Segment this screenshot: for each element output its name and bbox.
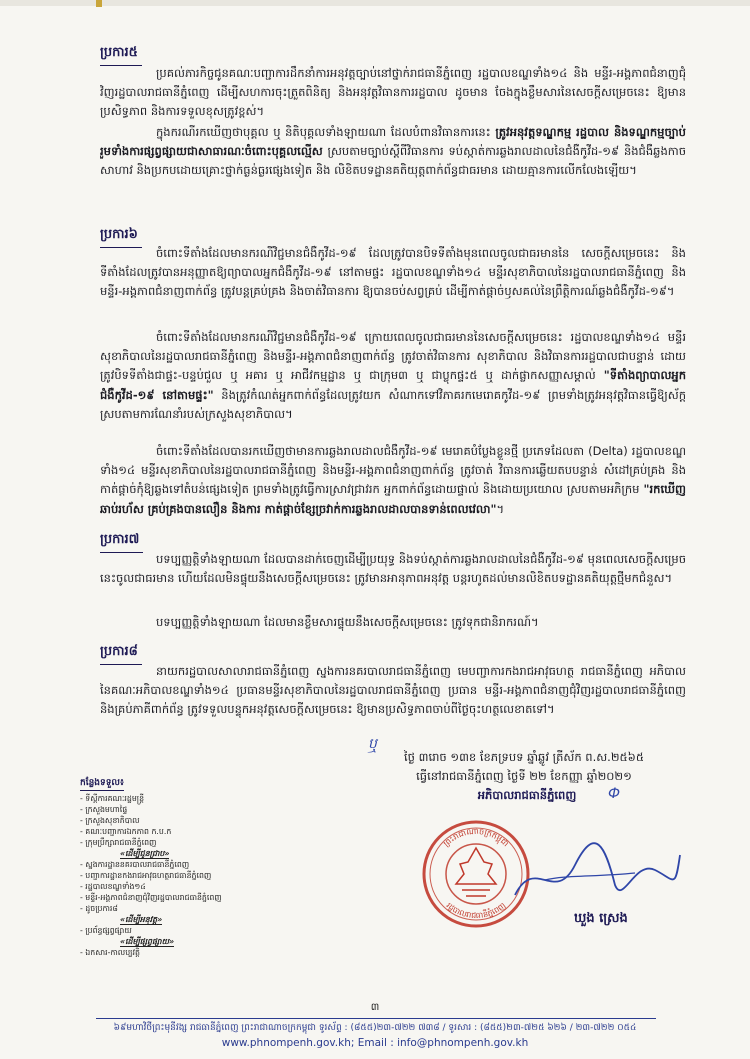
article-5-title: ប្រការ៥	[100, 44, 138, 63]
footer-contact	[40, 1037, 710, 1049]
article-6-title: ប្រការ៦	[100, 226, 138, 245]
distribution-item: - ក្រុមប្រឹក្សារាជធានីភ្នំពេញ	[80, 838, 157, 847]
distribution-item: - ស្នងការដ្ឋាននគរបាលរាជធានីភ្នំពេញ	[80, 860, 190, 869]
signer-name: ឃួង ស្រេង	[574, 911, 628, 926]
footer-address: ៦៩មហាវិថីព្រះមុនីវង្ស រាជធានីភ្នំពេញ ព្រះរាជាណាចក្រកម្ពុជា ទូរស័ព្ទ : (៨៥៥)២៣-៧២២ ៧៣៨ / ទូរសារ : (៨៥៥)២៣-៧២៥ ៦២៦ / ២៣-៧២២ ០៥៤	[113, 1023, 637, 1033]
distribution-item: - ដូចប្រការ៨	[80, 904, 118, 913]
distribution-title: កន្លែងទទួល៖	[80, 777, 124, 791]
article-7-title: ប្រការ៧	[100, 531, 139, 550]
distribution-item: - មន្ទីរ-អង្គភាពជំនាញជុំវិញរដ្ឋបាលរាជធានីភ្នំពេញ	[80, 893, 222, 902]
page-top-edge	[0, 0, 750, 6]
footer-website[interactable]: www.phnompenh.gov.kh	[221, 1037, 351, 1049]
footer-email-label: ; Email :	[350, 1037, 398, 1049]
article-6-paragraph-1: ចំពោះទីតាំងដែលមានករណីវិជ្ជមានជំងឺកូវីដ-១៩ ដែលត្រូវបានបិទទីតាំងមុនពេលចូលជាធរមាននៃ សេចក្តីសម្រេចនេះ និងទីតាំងដែលត្រូវបានអនុញ្ញាតឱ្យព្យាបាលអ្នកជំងឺកូវីដ-១៩ នៅតាមផ្ទះ រដ្ឋបាលខណ្ឌទាំង១៤ មន្ទីរសុខាភិបាលនៃរដ្ឋបាលរាជធានីភ្នំពេញ និងមន្ទីរ-អង្គភាពជំនាញពាក់ព័ន្ធ ត្រូវបន្តគ្រប់គ្រង និងចាត់វិធានការ ឱ្យបានចប់សព្វគ្រប់ ដើម្បីកាត់ផ្តាច់ឫសគល់នៃព្រឹត្តិការណ៍ឆ្លងជំងឺកូវីដ-១៩។	[100, 246, 686, 299]
article-8-title: ប្រការ៨	[100, 643, 138, 662]
distribution-note: «ដើម្បីផ្សព្វផ្សាយ»	[120, 937, 175, 946]
distribution-item: - ក្រសួងមហាផ្ទៃ	[80, 805, 128, 814]
article-7-paragraph-2: បទប្បញ្ញត្តិទាំងឡាយណា ដែលមានខ្លឹមសារផ្ទុយនឹងសេចក្តីសម្រេចនេះ ត្រូវទុកជានិរាករណ៍។	[156, 615, 539, 629]
initial-mark-2: Ф	[608, 786, 621, 802]
footer-email[interactable]: info@phnompenh.gov.kh	[397, 1037, 529, 1049]
article-6-paragraph-2: ចំពោះទីតាំងដែលមានករណីវិជ្ជមានជំងឺកូវីដ-១៩ ក្រោយពេលចូលជាធរមាននៃសេចក្តីសម្រេចនេះ រដ្ឋបាលខណ្ឌទាំង១៤ មន្ទីរសុខាភិបាលនៃរដ្ឋបាលរាជធានីភ្នំពេញ និងមន្ទីរ-អង្គភាពជំនាញពាក់ព័ន្ធ ត្រូវចាត់វិធានការ សុខាភិបាល និងវិធានការរដ្ឋបាលជាបន្ទាន់ ដោយត្រូវបិទទីតាំងជាផ្ទះ-បន្ទប់ជួល ឬ អគារ ឬ អាជីវកម្មដ្ឋាន ឬ ជាក្រុម៣ ឬ ជាប្លុកផ្ទះ៥ ឬ ដាក់ផ្លាកសញ្ញាសម្គាល់ "ទីតាំងព្យាបាលអ្នកជំងឺកូវីដ-១៩ នៅតាមផ្ទះ" និងត្រូវកំណត់អ្នកពាក់ព័ន្ធដែលត្រូវយក សំណាកទៅវិភាគរកមេរោគកូវីដ-១៩ ព្រមទាំងត្រូវអនុវត្តវិធានធ្វើឱ្យស័ក្ត ស្របតាមការណែនាំរបស់ក្រសួងសុខាភិបាល។	[100, 330, 686, 421]
handwritten-signature	[505, 835, 685, 915]
distribution-items	[80, 793, 360, 958]
distribution-item: - រដ្ឋបាលខណ្ឌទាំង១៤	[80, 882, 146, 891]
article-7-paragraph-1: បទប្បញ្ញត្តិទាំងឡាយណា ដែលបានដាក់ចេញដើម្បីប្រយុទ្ធ និងទប់ស្កាត់ការឆ្លងរាលដាលនៃជំងឺកូវីដ-១៩ មុនពេលសេចក្តីសម្រេចនេះចូលជាធរមាន ហើយដែលមិនផ្ទុយនឹងសេចក្តីសម្រេចនេះ ត្រូវមានអានុភាពអនុវត្ត បន្តរហូតដល់មានលិខិតបទដ្ឋានគតិយុត្តថ្មីមកជំនួស។	[100, 552, 686, 586]
article-5-paragraph-1: ប្រគល់ភារកិច្ចជូនគណៈបញ្ជាការដឹកនាំការអនុវត្តច្បាប់នៅថ្នាក់រាជធានីភ្នំពេញ រដ្ឋបាលខណ្ឌទាំង១៤ និង មន្ទីរ-អង្គភាពជំនាញជុំវិញរដ្ឋបាលរាជធានីភ្នំពេញ ដើម្បីសហការចុះត្រួតពិនិត្យ និងអនុវត្តវិធានការរដ្ឋបាល ដូចមាន ចែងក្នុងខ្លឹមសារនៃសេចក្តីសម្រេចនេះ ឱ្យមានប្រសិទ្ធភាព និងការទទួលខុសត្រូវខ្ពស់។	[100, 66, 686, 119]
distribution-item: - ប្រព័ន្ធផ្សព្វផ្សាយ	[80, 926, 132, 935]
svg-text:ព្រះរាជាណាចក្រកម្ពុជា: ព្រះរាជាណាចក្រកម្ពុជា	[441, 826, 511, 849]
distribution-item: - ក្រសួងសុខាភិបាល	[80, 816, 140, 825]
footer-divider	[96, 1018, 656, 1019]
lunar-date: ថ្ងៃ ៣រោច ១៣ខ ខែភទ្របទ ឆ្នាំឆ្លូវ ត្រីស័ក ព.ស.២៥៦៥	[404, 750, 644, 764]
signing-office: អភិបាលរាជធានីភ្នំពេញ	[477, 788, 577, 802]
distribution-item: - ទីស្តីការគណៈរដ្ឋមន្ត្រី	[80, 794, 145, 803]
distribution-note: «ដើម្បីជូនជ្រាប»	[120, 849, 170, 858]
distribution-list	[80, 770, 360, 958]
article-8-paragraph-1: នាយករដ្ឋបាលសាលារាជធានីភ្នំពេញ ស្នងការនគរបាលរាជធានីភ្នំពេញ មេបញ្ជាការកងរាជអាវុធហត្ថ រាជធានីភ្នំពេញ អភិបាល នៃគណៈអភិបាលខណ្ឌទាំង១៤ ប្រធានមន្ទីរសុខាភិបាលនៃរដ្ឋបាលរាជធានីភ្នំពេញ ប្រធាន មន្ទីរ-អង្គភាពជំនាញជុំវិញរដ្ឋបាលរាជធានីភ្នំពេញ និងគ្រប់ភាគីពាក់ព័ន្ធ ត្រូវទទួលបន្ទុកអនុវត្តសេចក្តីសម្រេចនេះ ឱ្យមានប្រសិទ្ធភាពចាប់ពីថ្ងៃចុះហត្ថលេខាតទៅ។	[100, 664, 686, 717]
svg-text:រដ្ឋបាលរាជធានីភ្នំពេញ: រដ្ឋបាលរាជធានីភ្នំពេញ	[444, 900, 508, 921]
solar-date: ធ្វើនៅរាជធានីភ្នំពេញ ថ្ងៃទី ២២ ខែកញ្ញា ឆ្នាំ២០២១	[416, 769, 632, 783]
distribution-item: - គណៈបញ្ជាការឯកភាព ក.ប.ក	[80, 827, 172, 836]
initial-mark: ឬ	[368, 736, 377, 752]
distribution-item: - បញ្ជាការដ្ឋានកងរាជអាវុធហត្ថរាជធានីភ្នំពេញ	[80, 871, 212, 880]
article-6-paragraph-3: ចំពោះទីតាំងដែលបានរកឃើញថាមានការឆ្លងរាលដាលជំងឺកូវីដ-១៩ មេរោគបំប្លែងខ្លួនថ្មី ប្រភេទដែលតា (Delta) រដ្ឋបាលខណ្ឌទាំង១៤ មន្ទីរសុខាភិបាលនៃរដ្ឋបាលរាជធានីភ្នំពេញ និងមន្ទីរ-អង្គភាពជំនាញពាក់ព័ន្ធ ត្រូវចាត់ វិធានការឆ្លើយតបបន្ទាន់ សំដៅគ្រប់គ្រង និងកាត់ផ្តាច់កុំឱ្យឆ្លងទៅតំបន់ផ្សេងទៀត ព្រមទាំងត្រូវធ្វើការស្រាវជ្រាវរក អ្នកពាក់ព័ន្ធដោយផ្ទាល់ និងដោយប្រយោល ស្របតាមអភិក្រម "រកឃើញឆាប់រហ័ស គ្រប់គ្រងបានលឿន និងការ កាត់ផ្តាច់ខ្សែច្រវាក់ការឆ្លងរាលដាលបានទាន់ពេលវេលា"។	[100, 444, 686, 516]
corner-mark	[96, 0, 102, 7]
distribution-item: - ឯកសារ-កាលប្បវត្តិ	[80, 948, 140, 957]
distribution-note: «ដើម្បីអនុវត្ត»	[120, 915, 163, 924]
article-5-paragraph-2: ក្នុងករណីរកឃើញថាបុគ្គល ឬ និតិបុគ្គលទាំងឡាយណា ដែលបំពានវិធានការនេះ ត្រូវអនុវត្តទណ្ឌកម្ម រដ្ឋបាល និងទណ្ឌកម្មច្បាប់ រួមទាំងការផ្សព្វផ្សាយជាសាធារណៈចំពោះបុគ្គលល្មើស ស្របតាមច្បាប់ស្តីពីវិធានការ ទប់ស្កាត់ការឆ្លងរាលដាលនៃជំងឺកូវីដ-១៩ និងជំងឺឆ្លងកាចសាហាវ និងប្រកបដោយគ្រោះថ្នាក់ធ្ងន់ធ្ងរផ្សេងទៀត និង លិខិតបទដ្ឋានគតិយុត្តពាក់ព័ន្ធជាធរមាន ដោយគ្មានការលើកលែងឡើយ។	[100, 125, 686, 178]
page-number: ៣	[370, 1002, 380, 1013]
